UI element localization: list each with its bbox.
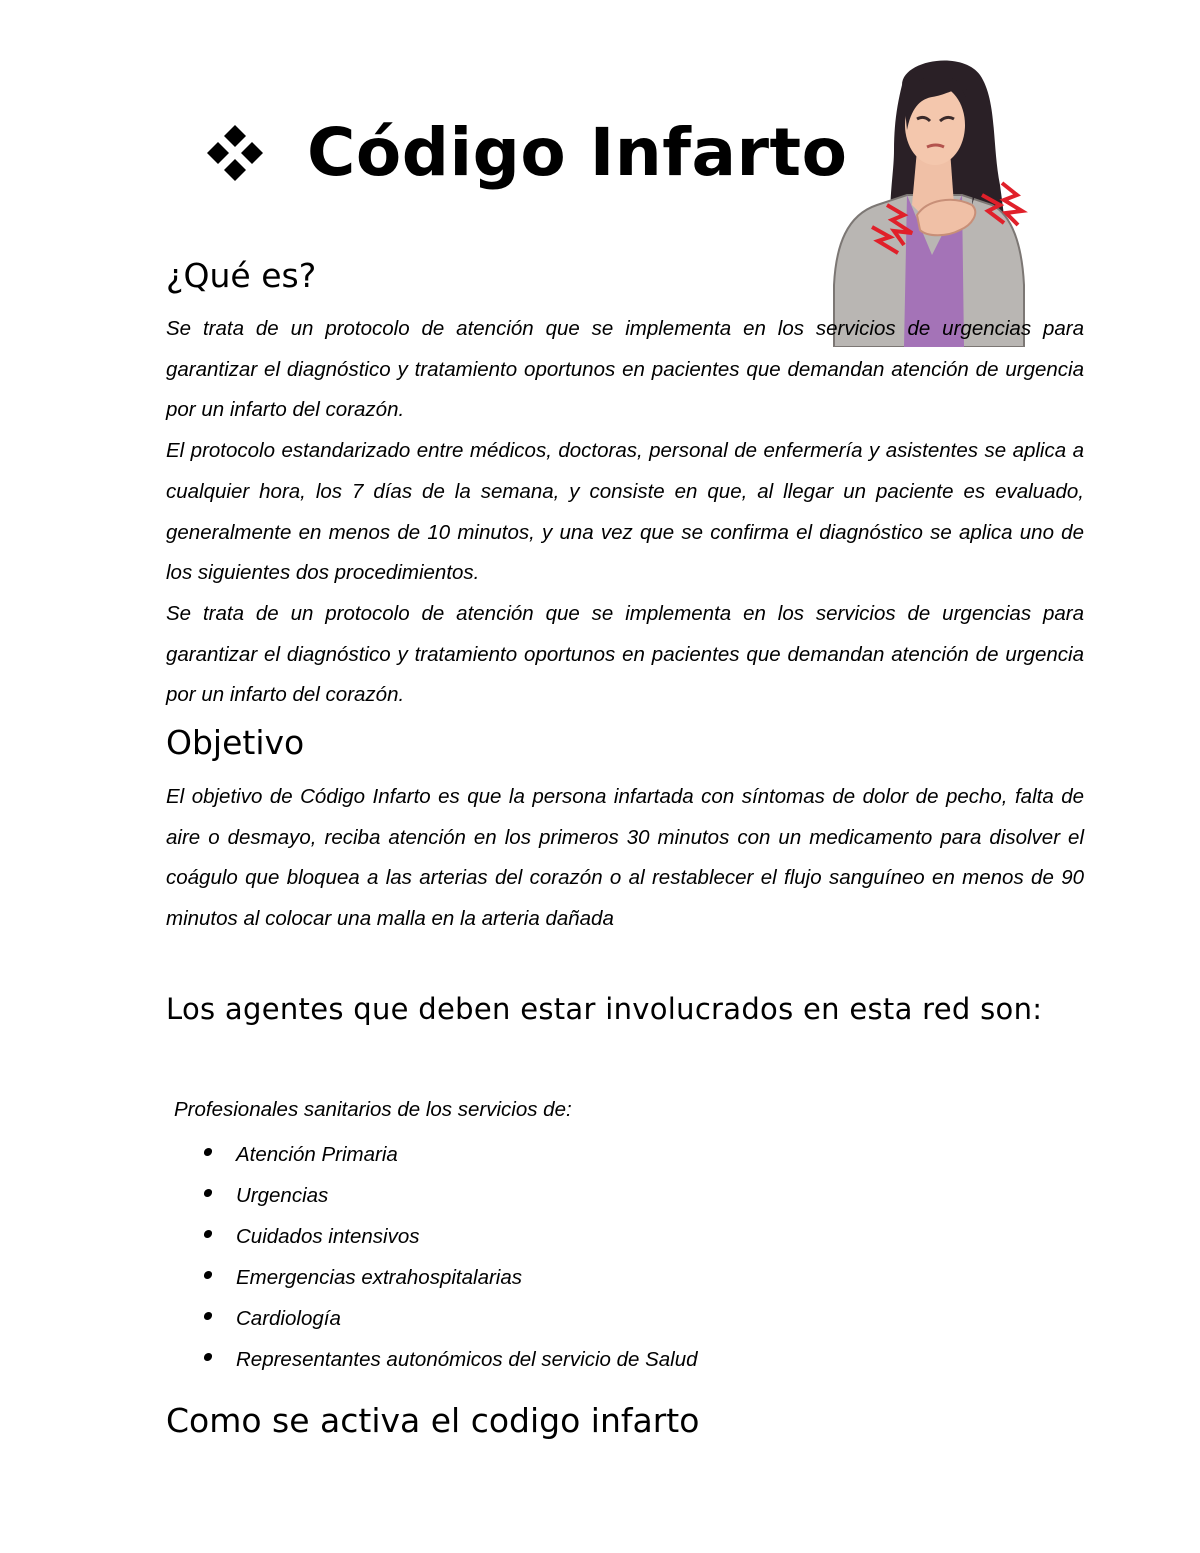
bullet-icon bbox=[203, 1271, 212, 1279]
agentes-intro: Profesionales sanitarios de los servicios de: bbox=[174, 1098, 572, 1121]
list-item bbox=[200, 1339, 698, 1380]
paragraph: Se trata de un protocolo de atención que se implementa en los servicios de urgencias para garantizar el diagnóstico y tratamiento oportunos en pacientes que demandan atención de urgencia por un infarto del corazón. bbox=[166, 317, 1084, 422]
paragraph: El protocolo estandarizado entre médicos, doctoras, personal de enfermería y asistentes se aplica a cualquier hora, los 7 días de la semana, y consiste en que, al llegar un paciente es evaluado, generalmente en menos de 10 minutos, y una vez que se confirma el diagnóstico se aplica uno de los siguientes dos procedimientos. bbox=[166, 439, 1084, 585]
list-item-label: Emergencias extrahospitalarias bbox=[236, 1265, 522, 1289]
objetivo-body bbox=[166, 777, 1084, 940]
list-item-label: Urgencias bbox=[236, 1183, 329, 1207]
list-item bbox=[200, 1216, 698, 1257]
section-heading-que-es: ¿Qué es? bbox=[166, 256, 317, 295]
title-row bbox=[205, 108, 847, 198]
list-item-label: Cardiología bbox=[236, 1306, 341, 1330]
section-heading-activacion: Como se activa el codigo infarto bbox=[166, 1401, 700, 1440]
agentes-list bbox=[200, 1134, 698, 1380]
bullet-icon bbox=[203, 1230, 212, 1238]
que-es-body bbox=[166, 309, 1084, 716]
page-title: Código Infarto bbox=[307, 114, 848, 191]
list-item bbox=[200, 1298, 698, 1339]
section-heading-objetivo: Objetivo bbox=[166, 723, 305, 762]
paragraph: Se trata de un protocolo de atención que se implementa en los servicios de urgencias para garantizar el diagnóstico y tratamiento oportunos en pacientes que demandan atención de urgencia por un infarto del corazón. bbox=[166, 601, 1084, 707]
bullet-icon bbox=[203, 1353, 212, 1361]
list-item-label: Representantes autonómicos del servicio de Salud bbox=[236, 1347, 698, 1371]
bullet-icon bbox=[203, 1189, 212, 1197]
list-item-label: Atención Primaria bbox=[236, 1142, 398, 1166]
paragraph: El objetivo de Código Infarto es que la persona infartada con síntomas de dolor de pecho, falta de aire o desmayo, reciba atención en los primeros 30 minutos con un medicamento para disolver el coágulo que bloquea a las arterias del corazón o al restablecer el flujo sanguíneo en menos de 90 minutos al colocar una malla en la arteria dañada bbox=[166, 785, 1084, 931]
bullet-icon bbox=[203, 1148, 212, 1156]
list-item bbox=[200, 1175, 698, 1216]
woman-chest-pain-illustration bbox=[832, 55, 1032, 347]
bullet-icon bbox=[203, 1312, 212, 1320]
list-item-label: Cuidados intensivos bbox=[236, 1224, 420, 1248]
list-item bbox=[200, 1257, 698, 1298]
diamond-bullet-icon bbox=[205, 123, 265, 183]
section-heading-agentes: Los agentes que deben estar involucrados en esta red son: bbox=[166, 992, 1043, 1026]
list-item bbox=[200, 1134, 698, 1175]
